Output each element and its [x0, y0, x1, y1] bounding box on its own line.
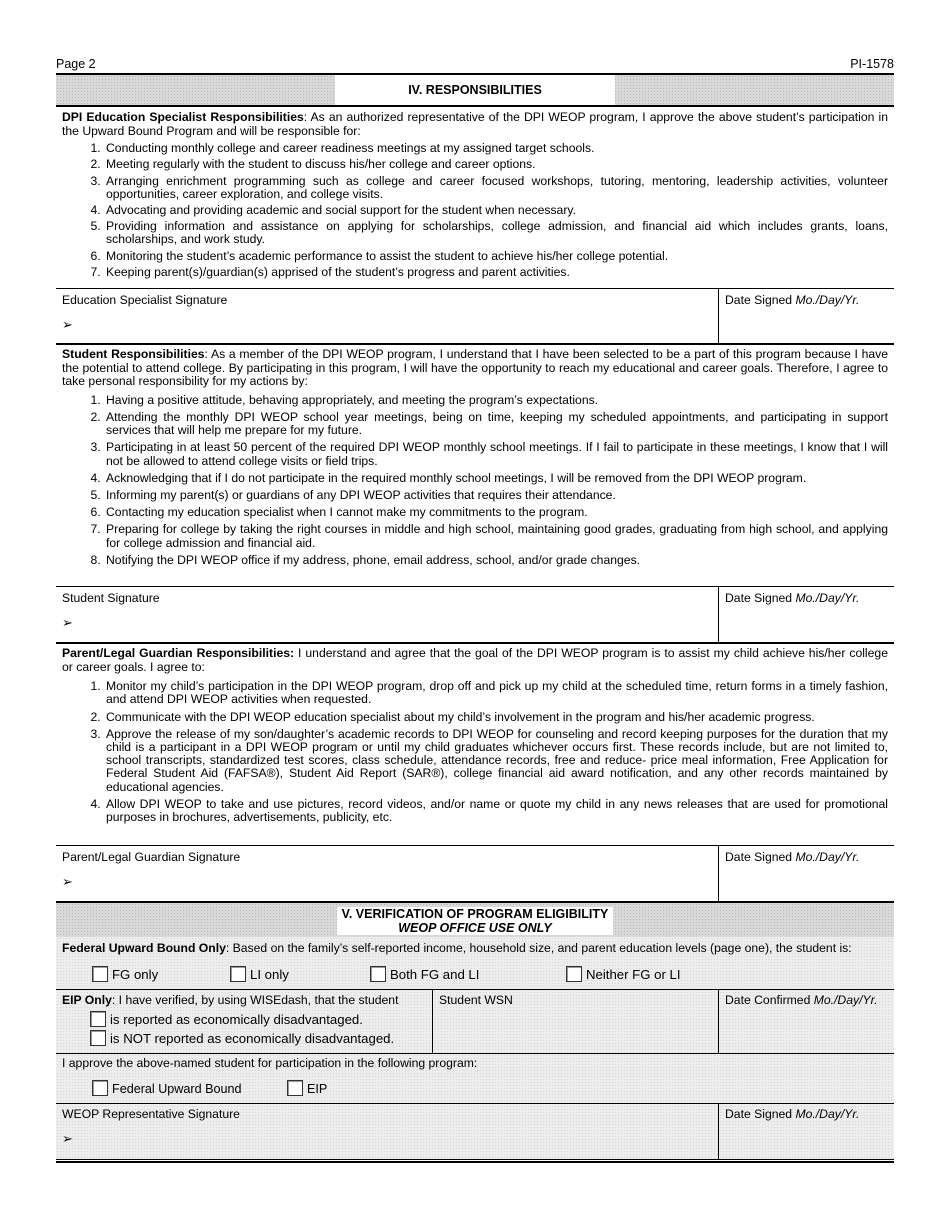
- specialist-heading: DPI Education Specialist Responsibilities: [62, 110, 304, 124]
- date-label: Date Signed Mo./Day/Yr.: [725, 1107, 860, 1121]
- rep-signature-label: WEOP Representative Signature: [62, 1107, 240, 1121]
- list-item: 6. Monitoring the student’s academic performance to assist the student to achieve his/her college potential.: [104, 250, 888, 263]
- section-v-title-block: [337, 907, 613, 935]
- specialist-signature-label: Education Specialist Signature: [62, 293, 228, 307]
- list-item: 7. Keeping parent(s)/guardian(s) apprised of the student’s progress and parent activities.: [104, 266, 888, 279]
- li-only-option[interactable]: LI only: [230, 966, 289, 982]
- eip-intro: : I have verified, by using WISEdash, that the student: [111, 993, 399, 1007]
- rep-date-field[interactable]: [719, 1103, 894, 1159]
- section-iv-header: [56, 73, 894, 107]
- list-item: 5. Providing information and assistance on applying for scholarships, college admission, and financial aid which includes grants, loans, scholarships, and work study.: [104, 220, 888, 246]
- list-item: 3. Participating in at least 50 percent of the required DPI WEOP monthly school meetings. If I fail to participate in these meetings, I know that I will not be allowed to attend college visits or field trips.: [104, 441, 888, 467]
- parent-list: [62, 680, 888, 824]
- federal-heading: Federal Upward Bound Only: [62, 941, 226, 955]
- student-responsibilities: [62, 348, 888, 571]
- specialist-intro: : As an authorized representative of the DPI WEOP program, I approve the above student’s participation in the Upward Bound Program and will be responsible for:: [62, 110, 888, 138]
- econ-disadvantaged-option[interactable]: is reported as economically disadvantaged.: [90, 1011, 363, 1027]
- approve-text: I approve the above-named student for participation in the following program:: [62, 1056, 478, 1070]
- eip-heading: EIP Only: [62, 993, 112, 1007]
- list-item: 4. Advocating and providing academic and social support for the student when necessary.: [104, 204, 888, 217]
- arrow-icon: ➢: [62, 1131, 73, 1146]
- arrow-icon: ➢: [62, 615, 73, 630]
- specialist-signature-field[interactable]: [56, 289, 718, 343]
- form-id: PI-1578: [850, 57, 894, 71]
- list-item: 1. Having a positive attitude, behaving appropriately, and meeting the program’s expectations.: [104, 394, 888, 407]
- specialist-list: [62, 142, 888, 279]
- parent-date-field[interactable]: [718, 846, 894, 901]
- arrow-icon: ➢: [62, 317, 73, 332]
- student-wsn-label: Student WSN: [439, 993, 513, 1007]
- list-item: 7. Preparing for college by taking the right courses in middle and high school, maintaining good grades, graduating from high school, and applying for college admission and financial aid.: [104, 523, 888, 549]
- date-label: Date Signed Mo./Day/Yr.: [725, 293, 860, 307]
- federal-text: : Based on the family’s self-reported income, household size, and parent education levels (page one), the student is:: [225, 941, 852, 955]
- date-label: Date Signed Mo./Day/Yr.: [725, 850, 860, 864]
- specialist-date-field[interactable]: [718, 289, 894, 343]
- section-v-header: [56, 902, 894, 938]
- federal-upward-bound-text: [62, 942, 888, 956]
- student-intro: : As a member of the DPI WEOP program, I understand that I have been selected to be a part of this program because I have the potential to attend college. By participating in this program, I will have the opportunity to reach my educational and career goals. Therefore, I agree to take personal responsibility for my actions by:: [62, 347, 888, 389]
- both-fg-li-checkbox[interactable]: [370, 966, 386, 982]
- section-v-subtitle: WEOP OFFICE USE ONLY: [398, 921, 552, 935]
- eip-options: [90, 1011, 430, 1049]
- list-item: 2. Communicate with the DPI WEOP education specialist about my child’s involvement in the program and his/her academic progress.: [104, 711, 888, 724]
- page-number: Page 2: [56, 57, 96, 71]
- parent-responsibilities: [62, 647, 888, 828]
- section-v-title: V. VERIFICATION OF PROGRAM ELIGIBILITY: [341, 907, 609, 921]
- student-heading: Student Responsibilities: [62, 347, 205, 361]
- section-iv-title: IV. RESPONSIBILITIES: [335, 75, 615, 105]
- date-confirmed-field[interactable]: [719, 989, 894, 1053]
- approve-options: [92, 1080, 492, 1098]
- specialist-signature-row: [56, 288, 894, 345]
- list-item: 5. Informing my parent(s) or guardians of any DPI WEOP activities that requires their attendance.: [104, 489, 888, 502]
- student-date-field[interactable]: [718, 587, 894, 642]
- rep-signature-field[interactable]: [56, 1103, 718, 1159]
- date-confirmed-label: Date Confirmed Mo./Day/Yr.: [725, 993, 878, 1007]
- list-item: 1. Monitor my child’s participation in the DPI WEOP program, drop off and pick up my child at the scheduled time, return forms in a timely fashion, and attend DPI WEOP activities when requested.: [104, 680, 888, 706]
- econ-disadvantaged-checkbox[interactable]: [90, 1011, 106, 1027]
- not-econ-disadvantaged-checkbox[interactable]: [90, 1030, 106, 1046]
- list-item: 1. Conducting monthly college and career readiness meetings at my assigned target schools.: [104, 142, 888, 155]
- eip-option[interactable]: EIP: [287, 1080, 327, 1096]
- list-item: 2. Attending the monthly DPI WEOP school year meetings, being on time, keeping my scheduled appointments, and participating in support services that will help me prepare for my future.: [104, 411, 888, 437]
- federal-upward-bound-checkbox[interactable]: [92, 1080, 108, 1096]
- list-item: 3. Approve the release of my son/daughter’s academic records to DPI WEOP for counseling and record keeping purposes for the duration that my child is a participant in a DPI WEOP program or until my child graduates whichever occurs first. These records include, but are not limited to, school transcripts, standardized test scores, class schedule, attendance records, free and reduce- price meal information, Free Application for Federal Student Aid (FAFSA®), Student Aid Report (SAR®), college financial aid award notification, and any other records maintained by educational agencies.: [104, 728, 888, 794]
- parent-signature-label: Parent/Legal Guardian Signature: [62, 850, 241, 864]
- federal-options: [92, 966, 892, 984]
- list-item: 3. Arranging enrichment programming such as college and career focused workshops, tutoring, mentoring, leadership activities, volunteer opportunities, career exploration, and college visits.: [104, 175, 888, 201]
- neither-fg-li-option[interactable]: Neither FG or LI: [566, 966, 681, 982]
- not-econ-disadvantaged-option[interactable]: is NOT reported as economically disadvantaged.: [90, 1030, 394, 1046]
- eip-checkbox[interactable]: [287, 1080, 303, 1096]
- arrow-icon: ➢: [62, 874, 73, 889]
- parent-signature-field[interactable]: [56, 846, 718, 901]
- student-wsn-field[interactable]: [433, 989, 718, 1053]
- li-only-checkbox[interactable]: [230, 966, 246, 982]
- student-signature-field[interactable]: [56, 587, 718, 642]
- page-header: [56, 57, 894, 73]
- federal-upward-bound-option[interactable]: Federal Upward Bound: [92, 1080, 242, 1096]
- bottom-rule: [56, 1161, 894, 1163]
- eip-text: [62, 993, 428, 1007]
- student-list: [62, 394, 888, 567]
- student-signature-label: Student Signature: [62, 591, 160, 605]
- parent-intro: I understand and agree that the goal of the DPI WEOP program is to assist my child achieve his/her college or career goals. I agree to:: [62, 646, 888, 674]
- list-item: 2. Meeting regularly with the student to discuss his/her college and career options.: [104, 158, 888, 171]
- parent-heading: Parent/Legal Guardian Responsibilities:: [62, 646, 295, 660]
- both-fg-li-option[interactable]: Both FG and LI: [370, 966, 479, 982]
- fg-only-option[interactable]: FG only: [92, 966, 158, 982]
- parent-signature-row: [56, 845, 894, 903]
- list-item: 4. Allow DPI WEOP to take and use pictures, record videos, and/or name or quote my child in any news releases that are used for promotional purposes in brochures, advertisements, publicity, etc.: [104, 798, 888, 824]
- divider: [56, 1053, 894, 1054]
- student-signature-row: [56, 586, 894, 644]
- bottom-rule: [56, 1159, 894, 1160]
- list-item: 6. Contacting my education specialist when I cannot make my commitments to the program.: [104, 506, 888, 519]
- neither-fg-li-checkbox[interactable]: [566, 966, 582, 982]
- fg-only-checkbox[interactable]: [92, 966, 108, 982]
- list-item: 8. Notifying the DPI WEOP office if my address, phone, email address, school, and/or grade changes.: [104, 554, 888, 567]
- date-label: Date Signed Mo./Day/Yr.: [725, 591, 860, 605]
- specialist-responsibilities: [62, 111, 888, 282]
- list-item: 4. Acknowledging that if I do not participate in the required monthly school meetings, I will be removed from the DPI WEOP program.: [104, 472, 888, 485]
